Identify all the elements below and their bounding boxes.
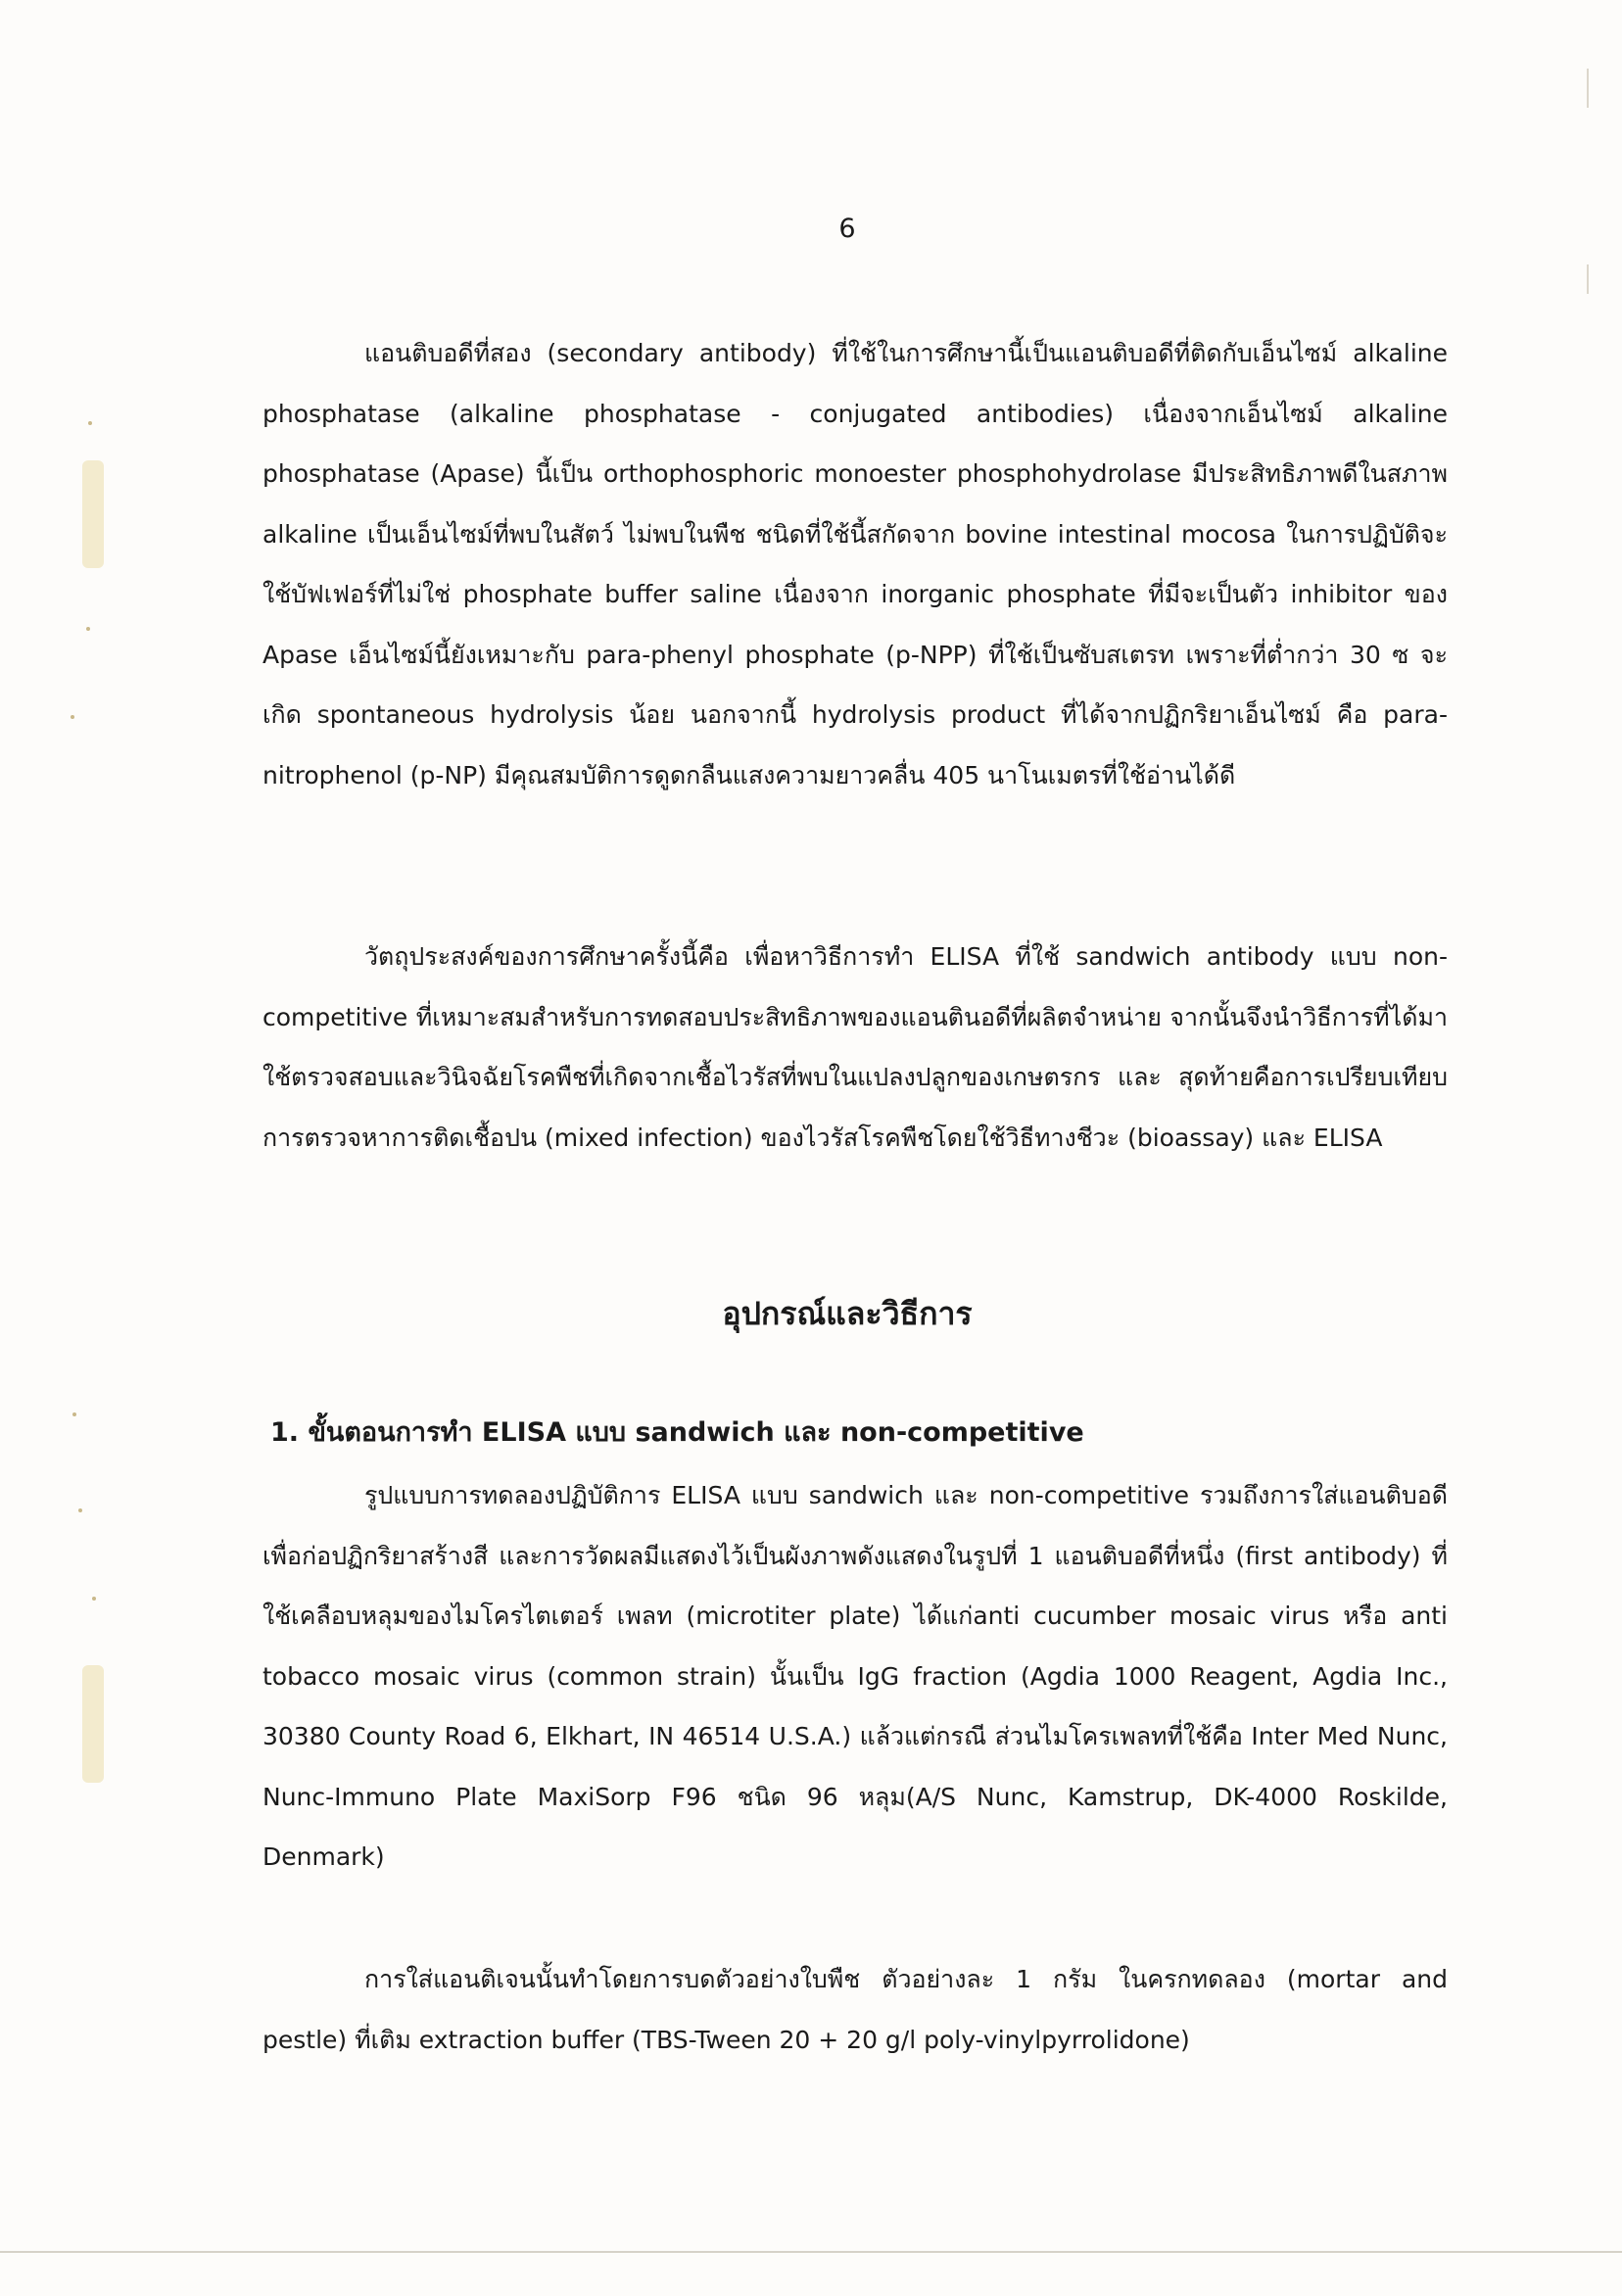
- subsection-heading: 1. ขั้นตอนการทำ ELISA แบบ sandwich และ non-competitive: [270, 1417, 1084, 1448]
- paragraph-objectives: วัตถุประสงค์ของการศึกษาครั้งนี้คือ เพื่อหาวิธีการทำ ELISA ที่ใช้ sandwich antibody แบบ non-competitive ที่เหมาะสมสำหรับการทดสอบประสิทธิภาพของแอนตินอดีที่ผลิตจำหน่าย จากนั้นจึงนำวิธีการที่ได้มาใช้ตรวจสอบและวินิจฉัยโรคพืชที่เกิดจากเชื้อไวรัสที่พบในแปลงปลูกของเกษตรกร และ สุดท้ายคือการเปรียบเทียบการตรวจหาการติดเชื้อปน (mixed infection) ของไวรัสโรคพืชโดยใช้วิธีทางชีวะ (bioassay) และ ELISA: [262, 942, 1448, 1152]
- paper-speck: [92, 1597, 96, 1601]
- paper-stain: [82, 460, 104, 568]
- paper-speck: [78, 1508, 82, 1512]
- paper-speck: [71, 715, 74, 719]
- paper-speck: [88, 421, 92, 425]
- paragraph-secondary-antibody: แอนติบอดีที่สอง (secondary antibody) ที่ใช้ในการศึกษานี้เป็นแอนติบอดีที่ติดกับเอ็นไซม์ alkaline phosphatase (alkaline phosphatase - conjugated antibodies) เนื่องจากเอ็นไซม์ alkaline phosphatase (Apase) นี้เป็น orthophosphoric monoester phosphohydrolase มีประสิทธิภาพดีในสภาพ alkaline เป็นเอ็นไซม์ที่พบในสัตว์ ไม่พบในพืช ชนิดที่ใช้นี้สกัดจาก bovine intestinal mocosa ในการปฏิบัติจะใช้บัฟเฟอร์ที่ไม่ใช่ phosphate buffer saline เนื่องจาก inorganic phosphate ที่มีจะเป็นตัว inhibitor ของ Apase เอ็นไซม์นี้ยังเหมาะกับ para-phenyl phosphate (p-NPP) ที่ใช้เป็นซับสเตรท เพราะที่ต่ำกว่า 30 ซ จะเกิด spontaneous hydrolysis น้อย นอกจากนี้ hydrolysis product ที่ได้จากปฏิกริยาเอ็นไซม์ คือ para-nitrophenol (p-NP) มีคุณสมบัติการดูดกลืนแสงความยาวคลื่น 405 นาโนเมตรที่ใช้อ่านได้ดี: [262, 339, 1448, 789]
- scan-edge-mark: [1587, 264, 1589, 294]
- scan-bottom-edge: [0, 2251, 1622, 2253]
- paper-stain: [82, 1665, 104, 1783]
- scan-edge-mark: [1587, 69, 1589, 108]
- paper-speck: [86, 627, 90, 631]
- paper-speck: [72, 1412, 76, 1416]
- page-number: 6: [838, 214, 856, 244]
- paragraph-antigen-prep: การใส่แอนติเจนนั้นทำโดยการบดตัวอย่างใบพืช ตัวอย่างละ 1 กรัม ในครกทดลอง (mortar and pestle) ที่เติม extraction buffer (TBS-Tween 20 + 20 g/l poly-vinylpyrrolidone): [262, 1965, 1448, 2054]
- section-heading: อุปกรณ์และวิธีการ: [722, 1295, 973, 1332]
- paragraph-elisa-format: รูปแบบการทดลองปฏิบัติการ ELISA แบบ sandwich และ non-competitive รวมถึงการใส่แอนติบอดีเพื่อก่อปฏิกริยาสร้างสี และการวัดผลมีแสดงไว้เป็นผังภาพดังแสดงในรูปที่ 1 แอนติบอดีที่หนึ่ง (first antibody) ที่ใช้เคลือบหลุมของไมโครไตเตอร์ เพลท (microtiter plate) ได้แก่anti cucumber mosaic virus หรือ anti tobacco mosaic virus (common strain) นั้นเป็น IgG fraction (Agdia 1000 Reagent, Agdia Inc., 30380 County Road 6, Elkhart, IN 46514 U.S.A.) แล้วแต่กรณี ส่วนไมโครเพลทที่ใช้คือ Inter Med Nunc, Nunc-Immuno Plate MaxiSorp F96 ชนิด 96 หลุม(A/S Nunc, Kamstrup, DK-4000 Roskilde, Denmark): [262, 1481, 1448, 1871]
